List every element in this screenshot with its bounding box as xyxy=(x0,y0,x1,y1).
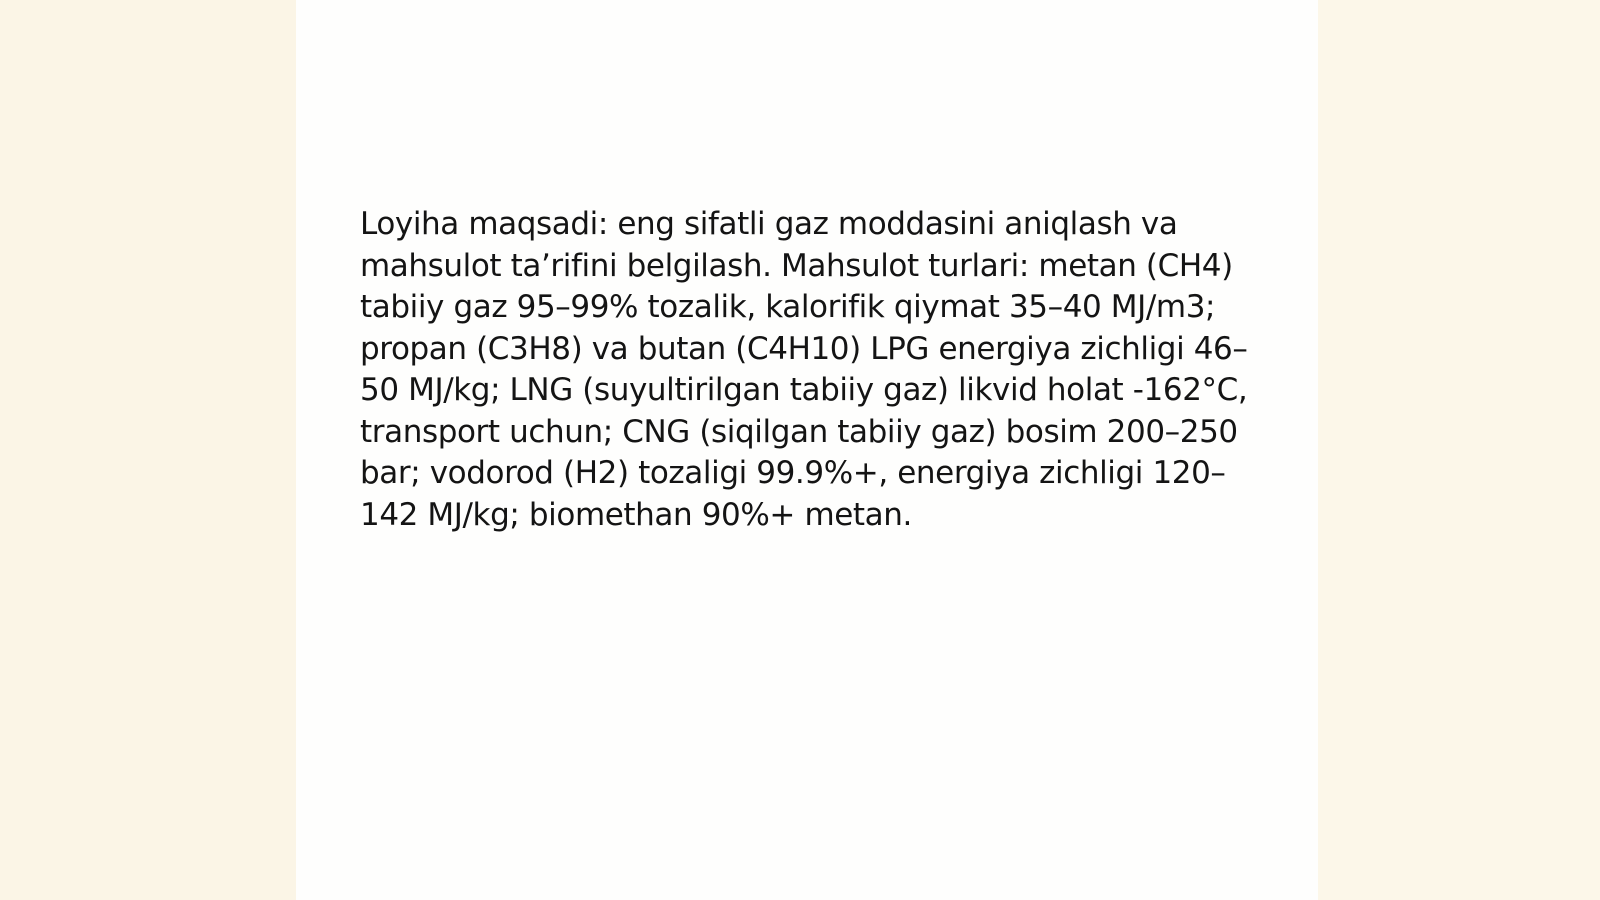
slide xyxy=(296,0,1318,900)
left-margin xyxy=(0,0,296,900)
right-margin xyxy=(1318,0,1600,900)
slide-body-text: Loyiha maqsadi: eng sifatli gaz moddasini aniqlash va mahsulot ta’rifini belgilash. Mahsulot turlari: metan (CH4) tabiiy gaz 95–99% tozalik, kalorifik qiymat 35–40 MJ/m3; propan (C3H8) va butan (C4H10) LPG energiya zichligi 46–50 MJ/kg; LNG (suyultirilgan tabiiy gaz) likvid holat -162°C, transport uchun; CNG (siqilgan tabiiy gaz) bosim 200–250 bar; vodorod (H2) tozaligi 99.9%+, energiya zichligi 120–142 MJ/kg; biomethan 90%+ metan. xyxy=(360,206,1248,533)
